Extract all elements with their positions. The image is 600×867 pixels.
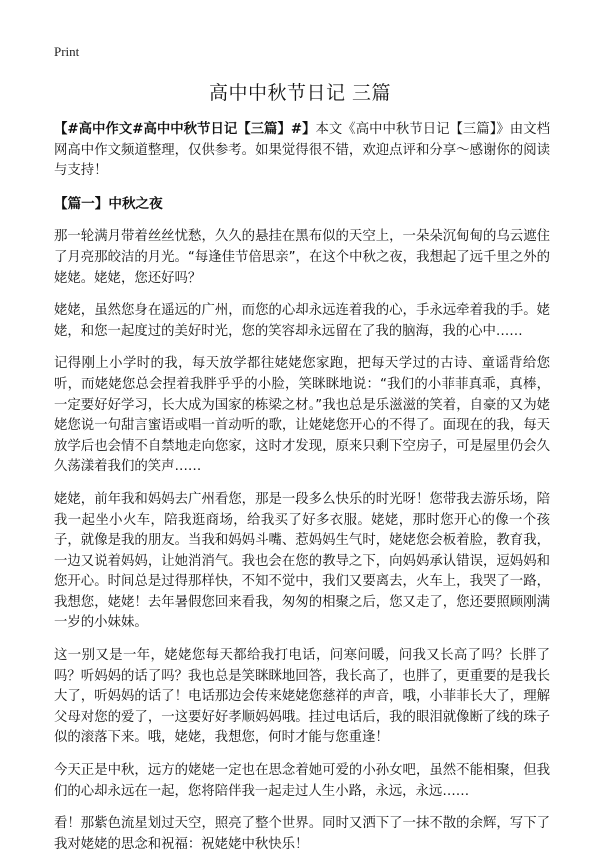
section-heading: 【篇一】中秋之夜 [54, 195, 163, 212]
article-body [54, 120, 550, 867]
print-label[interactable]: Print [54, 44, 80, 59]
paragraph: 这一别又是一年，姥姥您每天都给我打电话，问寒问暖，问我又长高了吗？长胖了吗？听妈妈的话了吗？我也总是笑眯眯地回答，我长高了，也胖了，更重要的是我长大了，听妈妈的话了！电话那边会传来姥姥您慈祥的声音，哦，小菲菲长大了，理解父母对您的爱了，一这要好好孝顺妈妈哦。挂过电话后，我的眼泪就像断了线的珠子似的滚落下来。哦，姥姥，我想您，何时才能与您重逢！ [54, 648, 550, 746]
page-title: 高中中秋节日记 三篇 [208, 82, 392, 104]
intro-text: 本文《高中中秋节日记【三篇】》由文档网高中作文频道整理，仅供参考。如果觉得很不错，欢迎点评和分享～感谢你的阅读与支持！ [54, 122, 550, 179]
paragraph: 今天正是中秋，远方的姥姥一定也在思念着她可爱的小孙女吧，虽然不能相聚，但我们的心却永远在一起，您将陪伴我一起走过人生小路，永远，永远…… [54, 763, 550, 799]
paragraph: 那一轮满月带着丝丝忧愁，久久的悬挂在黑布似的天空上，一朵朵沉甸甸的乌云遮住了月亮那皎洁的月光。“每逢佳节倍思亲”，在这个中秋之夜，我想起了远千里之外的姥姥。姥姥，您还好吗？ [54, 229, 550, 286]
intro-tags: 【#高中作文#高中中秋节日记【三篇】#】 [54, 122, 316, 137]
intro-paragraph [54, 120, 550, 182]
paragraph: 看！那紫色流星划过天空，照亮了整个世界。同时又洒下了一抹不散的余辉，写下了我对姥姥的思念和祝福：祝姥姥中秋快乐！ [54, 816, 550, 852]
paragraph: 记得刚上小学时的我，每天放学都往姥姥您家跑，把每天学过的古诗、童谣背给您听，而姥姥您总会捏着我胖乎乎的小脸，笑眯眯地说：“我们的小菲菲真乖，真棒，一定要好好学习，长大成为国家的栋梁之材。”我也总是乐滋滋的笑着，自豪的又为姥姥您说一句甜言蜜语或唱一首动听的歌，让姥姥您开心的不得了。面现在的我，每天放学后也会情不自禁地走向您家，这时才发现，原来只剩下空房子，可是屋里仍会久久荡漾着我们的笑声…… [54, 356, 550, 475]
paragraph: 姥姥，前年我和妈妈去广州看您，那是一段多么快乐的时光呀！您带我去游乐场，陪我一起坐小火车，陪我逛商场，给我买了好多衣服。姥姥，那时您开心的像一个孩子，就像是我的朋友。当我和妈妈斗嘴、惹妈妈生气时，姥姥您会板着脸，教育我，一边又说着妈妈，让她消消气。我也会在您的教导之下，向妈妈承认错误，逗妈妈和您开心。时间总是过得那样快，不知不觉中，我们又要离去，火车上，我哭了一路，我想您，姥姥！去年暑假您回来看我，匆匆的相聚之后，您又走了，您还要照顾刚满一岁的小妹妹。 [54, 491, 550, 631]
paragraph: 姥姥，虽然您身在遥远的广州，而您的心却永远连着我的心，手永远牵着我的手。姥姥，和您一起度过的美好时光，您的笑容却永远留在了我的脑海，我的心中…… [54, 303, 550, 339]
